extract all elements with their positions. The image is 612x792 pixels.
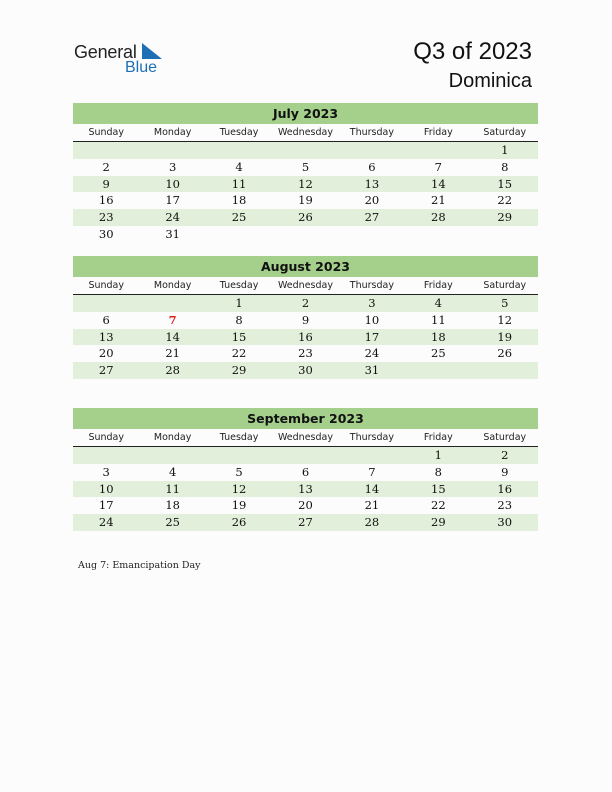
day-cell: 24 — [98, 515, 114, 530]
weekday-label: Wednesday — [277, 127, 333, 138]
day-cell: 30 — [98, 226, 114, 241]
day-cell: 3 — [168, 159, 177, 174]
day-cell: 17 — [165, 193, 180, 208]
day-cell: 3 — [368, 296, 376, 310]
weekday-label: Tuesday — [219, 280, 259, 291]
day-cell: 25 — [165, 515, 180, 530]
week-row — [73, 192, 538, 209]
day-cell: 5 — [301, 159, 310, 174]
weekday-label: Thursday — [349, 127, 394, 138]
week-row — [73, 497, 538, 514]
day-cell: 11 — [231, 176, 247, 191]
week-row — [73, 209, 538, 226]
day-cell: 1 — [501, 143, 509, 157]
day-cell: 23 — [298, 346, 313, 361]
day-cell: 15 — [431, 481, 446, 496]
day-cell: 3 — [102, 464, 110, 479]
day-cell — [206, 447, 272, 464]
day-cell — [139, 142, 205, 159]
weekday-label: Friday — [423, 127, 453, 138]
day-cell: 13 — [98, 329, 114, 344]
day-cell: 10 — [364, 312, 380, 327]
day-cell: 22 — [431, 498, 446, 513]
page-title: Q3 of 2023 — [413, 38, 532, 65]
week-row — [73, 514, 538, 531]
day-cell — [206, 226, 272, 243]
week-row — [73, 226, 538, 243]
month-title: September 2023 — [73, 408, 538, 429]
day-cell: 25 — [231, 210, 247, 225]
holiday-note: Aug 7: Emancipation Day — [78, 560, 201, 571]
day-cell: 29 — [231, 363, 247, 378]
day-cell — [73, 142, 139, 159]
day-cell — [339, 447, 405, 464]
day-cell: 18 — [165, 498, 180, 513]
day-cell: 21 — [431, 193, 446, 208]
day-cell: 14 — [364, 481, 380, 496]
day-cell: 13 — [298, 481, 313, 496]
day-cell: 2 — [501, 448, 509, 462]
day-cell: 6 — [368, 159, 376, 174]
day-cell: 31 — [165, 226, 180, 241]
weekday-header-row — [73, 277, 538, 295]
month-calendar — [73, 256, 538, 379]
weekday-label: Monday — [153, 127, 192, 138]
day-cell: 18 — [431, 329, 446, 344]
day-cell: 16 — [298, 329, 313, 344]
weekday-label: Tuesday — [219, 432, 259, 443]
day-cell: 11 — [165, 481, 180, 496]
day-cell — [339, 226, 405, 243]
day-cell: 12 — [497, 312, 513, 327]
day-cell: 5 — [235, 464, 243, 479]
day-cell: 16 — [497, 481, 513, 496]
weekday-label: Friday — [423, 432, 453, 443]
weekday-label: Saturday — [483, 432, 527, 443]
day-cell: 13 — [364, 176, 380, 191]
day-cell: 20 — [98, 346, 114, 361]
day-cell: 15 — [497, 176, 513, 191]
day-cell: 5 — [501, 296, 509, 310]
weekday-label: Tuesday — [219, 127, 259, 138]
week-row — [73, 142, 538, 159]
day-cell: 23 — [497, 498, 513, 513]
day-cell: 27 — [298, 515, 313, 530]
country-name: Dominica — [448, 70, 532, 92]
day-cell: 19 — [231, 498, 247, 513]
day-cell: 9 — [501, 464, 509, 479]
day-cell: 26 — [497, 346, 513, 361]
weekday-label: Monday — [153, 280, 192, 291]
week-row — [73, 176, 538, 193]
day-cell: 19 — [497, 329, 513, 344]
day-cell: 1 — [235, 296, 243, 310]
day-cell: 6 — [301, 464, 310, 479]
day-cell: 10 — [98, 481, 114, 496]
week-row — [73, 481, 538, 498]
weekday-label: Saturday — [483, 127, 527, 138]
weekday-header-row — [73, 124, 538, 142]
day-cell: 2 — [301, 296, 310, 310]
week-row — [73, 447, 538, 464]
day-cell: 25 — [431, 346, 446, 361]
day-cell: 21 — [165, 346, 180, 361]
weekday-label: Saturday — [483, 280, 527, 291]
day-cell: 9 — [301, 312, 310, 327]
day-cell: 17 — [98, 498, 114, 513]
day-cell: 21 — [364, 498, 380, 513]
day-cell: 29 — [497, 210, 513, 225]
flag-icon — [142, 43, 162, 59]
day-cell: 27 — [98, 363, 114, 378]
day-cell: 1 — [434, 448, 442, 462]
day-cell — [405, 362, 471, 379]
day-cell: 24 — [364, 346, 380, 361]
day-cell: 7 — [368, 464, 376, 479]
day-cell: 4 — [434, 296, 442, 310]
day-cell — [339, 142, 405, 159]
weekday-label: Wednesday — [277, 280, 333, 291]
day-cell — [272, 226, 338, 243]
month-title: July 2023 — [73, 103, 538, 124]
day-cell: 4 — [235, 159, 243, 174]
day-cell: 26 — [231, 515, 247, 530]
week-row — [73, 362, 538, 379]
day-cell: 15 — [231, 329, 247, 344]
month-calendar — [73, 408, 538, 531]
weekday-label: Sunday — [88, 127, 124, 138]
weekday-label: Thursday — [349, 432, 394, 443]
day-cell — [73, 295, 139, 312]
day-cell: 22 — [497, 193, 513, 208]
day-cell: 9 — [102, 176, 110, 191]
day-cell — [206, 142, 272, 159]
day-cell: 28 — [364, 515, 380, 530]
weekday-label: Sunday — [88, 280, 124, 291]
day-cell: 30 — [298, 363, 313, 378]
logo-blue-text: Blue — [125, 59, 158, 76]
day-cell: 28 — [431, 210, 446, 225]
month-title: August 2023 — [73, 256, 538, 277]
day-cell — [405, 142, 471, 159]
holiday-day-cell: 7 — [168, 312, 177, 327]
day-cell: 24 — [165, 210, 180, 225]
day-cell: 12 — [231, 481, 247, 496]
day-cell: 28 — [165, 363, 180, 378]
day-cell: 16 — [98, 193, 114, 208]
day-cell — [272, 447, 338, 464]
day-cell: 20 — [298, 498, 313, 513]
week-row — [73, 295, 538, 312]
day-cell: 31 — [364, 363, 380, 378]
weekday-label: Friday — [423, 280, 453, 291]
day-cell: 12 — [298, 176, 313, 191]
day-cell — [272, 142, 338, 159]
week-row — [73, 159, 538, 176]
day-cell: 18 — [231, 193, 247, 208]
day-cell: 19 — [298, 193, 313, 208]
week-row — [73, 329, 538, 346]
day-cell: 14 — [165, 329, 180, 344]
day-cell: 30 — [497, 515, 513, 530]
day-cell: 2 — [102, 159, 110, 174]
day-cell — [139, 295, 205, 312]
day-cell: 11 — [431, 312, 446, 327]
day-cell: 20 — [364, 193, 380, 208]
day-cell — [472, 362, 538, 379]
day-cell: 8 — [501, 159, 509, 174]
day-cell: 27 — [364, 210, 380, 225]
month-calendar — [73, 103, 538, 243]
day-cell: 8 — [235, 312, 243, 327]
day-cell: 10 — [165, 176, 180, 191]
day-cell: 4 — [168, 464, 177, 479]
week-row — [73, 312, 538, 329]
logo-general-text: General — [74, 42, 137, 62]
weekday-header-row — [73, 429, 538, 447]
weekday-label: Monday — [153, 432, 192, 443]
day-cell: 7 — [434, 159, 442, 174]
day-cell: 26 — [298, 210, 313, 225]
weekday-label: Thursday — [349, 280, 394, 291]
day-cell: 17 — [364, 329, 380, 344]
day-cell — [472, 226, 538, 243]
day-cell: 29 — [431, 515, 446, 530]
day-cell — [405, 226, 471, 243]
day-cell: 22 — [231, 346, 247, 361]
weekday-label: Sunday — [88, 432, 124, 443]
weekday-label: Wednesday — [277, 432, 333, 443]
day-cell: 8 — [434, 464, 442, 479]
week-row — [73, 464, 538, 481]
day-cell: 6 — [102, 312, 110, 327]
week-row — [73, 345, 538, 362]
day-cell — [139, 447, 205, 464]
day-cell — [73, 447, 139, 464]
day-cell: 14 — [431, 176, 446, 191]
logo — [74, 40, 174, 80]
day-cell: 23 — [98, 210, 114, 225]
